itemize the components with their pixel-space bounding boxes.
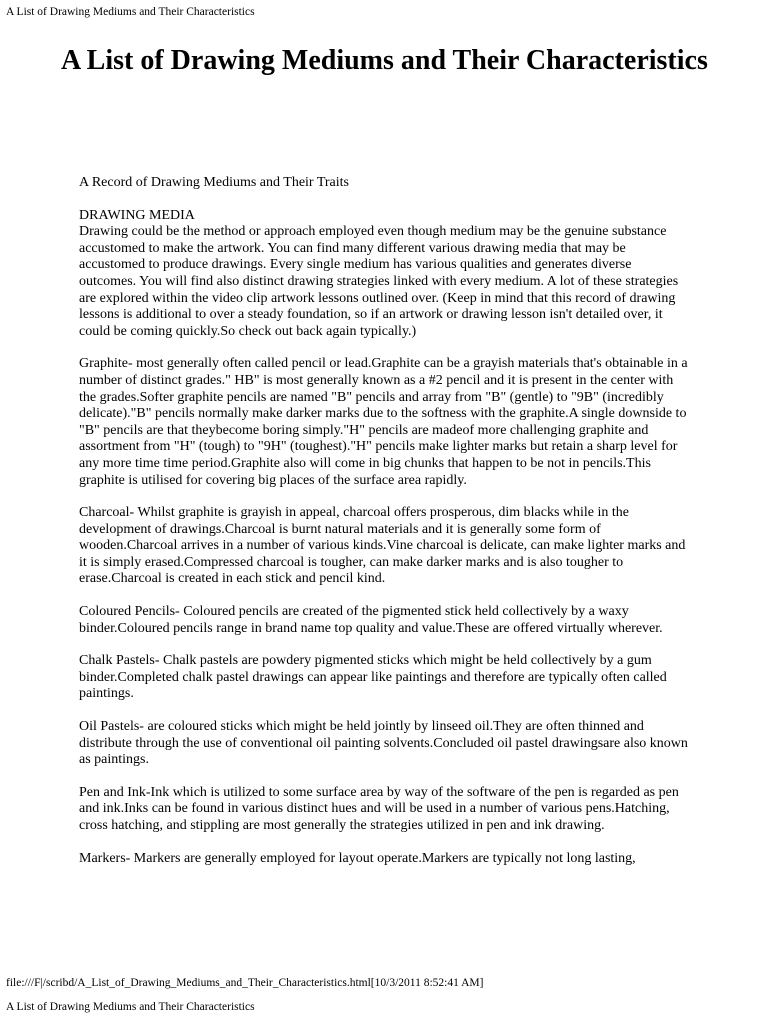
footer-file-path: file:///F|/scribd/A_List_of_Drawing_Mediums_and_Their_Characteristics.html[10/3/2011 8:52:41 AM]: [6, 977, 484, 989]
paragraph-coloured-pencils: Coloured Pencils- Coloured pencils are created of the pigmented stick held collectively by a waxy binder.Coloured pencils range in brand name top quality and value.These are offered virtually wherever.: [79, 604, 663, 636]
paragraph-graphite: Graphite- most generally often called pencil or lead.Graphite can be a grayish materials that's obtainable in a number of distinct grades." HB" is most generally known as a #2 pencil and it is present in the center with the grades.Softer graphite pencils are named "B" pencils and array from "B" (gentle) to "9B" (incredibly delicate)."B" pencils normally make darker marks due to the softness with the graphite.A single downside to "B" pencils are that theybecome boring simply."H" pencils are madeof more challenging graphite and assortment from "H" (tough) to "9H" (toughest)."H" pencils make lighter marks but retain a sharp level for any more time time period.Graphite also will come in big chunks that happen to be not in pencils.This graphite is utilised for covering big places of the surface area rapidly.: [79, 356, 688, 488]
document-title: A List of Drawing Mediums and Their Characteristics: [61, 45, 708, 76]
paragraph-pen-and-ink: Pen and Ink-Ink which is utilized to some surface area by way of the software of the pen is regarded as pen and ink.Inks can be found in various distinct hues and will be used in a number of various pens.Hatching, cross hatching, and stippling are most generally the strategies utilized in pen and ink drawing.: [79, 784, 679, 833]
page-header-title: A List of Drawing Mediums and Their Characteristics: [6, 6, 255, 18]
paragraph-intro: Drawing could be the method or approach employed even though medium may be the genuine substance accustomed to make the artwork. You can find many different various drawing media that may be accustomed to produce drawings. Every single medium has various qualities and generates diverse outcomes. You will find also distinct drawing strategies linked with every medium. A lot of these strategies are explored within the video clip artwork lessons outlined over. (Keep in mind that this record of drawing lessons is additional to over a steady foundation, so if an artwork or drawing lesson isn't detailed over, it could be coming quickly.So check out back again typically.): [79, 224, 679, 339]
paragraph-chalk-pastels: Chalk Pastels- Chalk pastels are powdery pigmented sticks which might be held collectively by a gum binder.Completed chalk pastel drawings can appear like paintings and therefore are typically often called paintings.: [79, 653, 667, 702]
section-heading: DRAWING MEDIA: [79, 207, 195, 223]
paragraph-oil-pastels: Oil Pastels- are coloured sticks which might be held jointly by linseed oil.They are often thinned and distribute through the use of conventional oil painting solvents.Concluded oil pastel drawingsare also known as paintings.: [79, 719, 688, 768]
document-subtitle: A Record of Drawing Mediums and Their Traits: [79, 175, 349, 190]
paragraph-markers: Markers- Markers are generally employed for layout operate.Markers are typically not long lasting,: [79, 850, 636, 866]
footer-title: A List of Drawing Mediums and Their Characteristics: [6, 1001, 255, 1013]
document-body: [79, 175, 691, 883]
paragraph-charcoal: Charcoal- Whilst graphite is grayish in appeal, charcoal offers prosperous, dim blacks while in the development of drawings.Charcoal is burnt natural materials and it is generally some form of wooden.Charcoal arrives in a number of various kinds.Vine charcoal is delicate, can make lighter marks and it is simply erased.Compressed charcoal is tougher, can make darker marks and is also tougher to erase.Charcoal is created in each stick and pencil kind.: [79, 505, 686, 587]
